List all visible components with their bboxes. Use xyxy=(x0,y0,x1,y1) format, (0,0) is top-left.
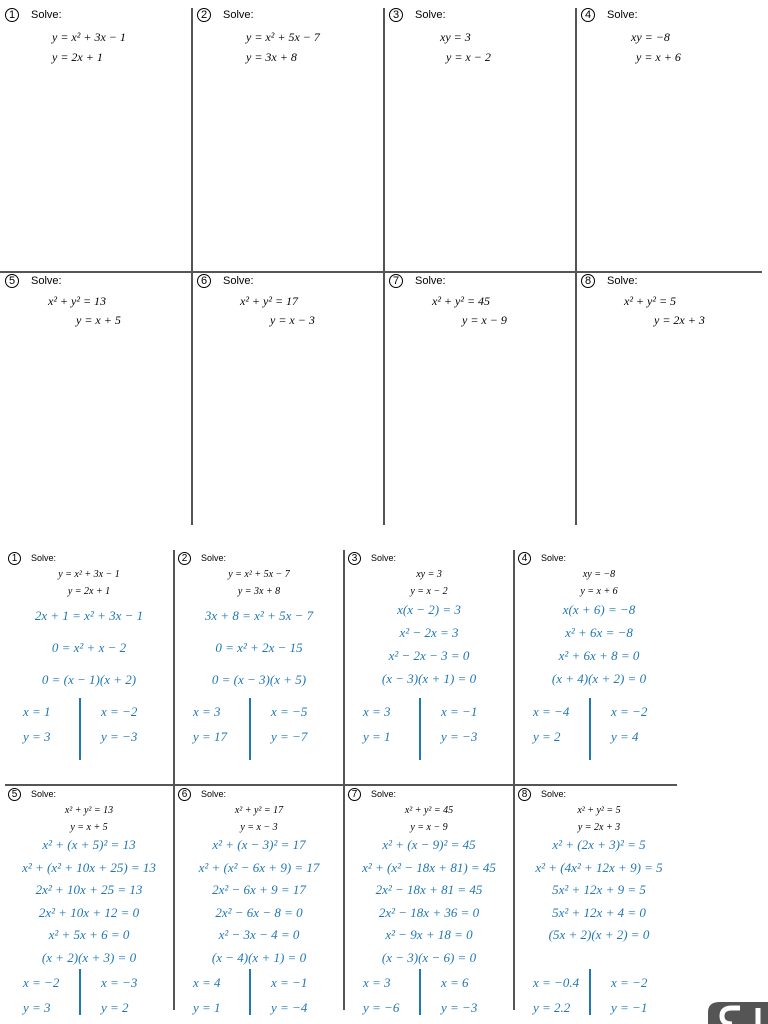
solve-label: Solve: xyxy=(201,553,227,563)
working-step: (x + 2)(x + 3) = 0 xyxy=(41,949,137,965)
working-step: x(x + 6) = −8 xyxy=(562,602,636,617)
solution-y1: y = 1 xyxy=(363,729,391,744)
working-step: 2x² − 18x + 36 = 0 xyxy=(378,904,480,920)
equation: y = x² + 3x − 1 xyxy=(52,30,126,44)
solve-label: Solve: xyxy=(371,789,397,799)
working-step: x² + (x − 3)² = 17 xyxy=(212,837,306,852)
equation: x² + y² = 13 xyxy=(64,805,114,816)
solution-divider xyxy=(419,698,421,760)
solution-x1: x = 4 xyxy=(193,975,221,990)
question-number: 4 xyxy=(581,8,595,22)
working-step: 2x² + 10x + 12 = 0 xyxy=(38,904,140,920)
solve-label: Solve: xyxy=(607,9,638,21)
equation: y = x − 3 xyxy=(270,313,315,327)
working-step: 0 = x² + 2x − 15 xyxy=(215,640,303,655)
solution-y2: y = −3 xyxy=(441,729,478,744)
equation: x² + y² = 5 xyxy=(577,805,621,816)
equation: xy = 3 xyxy=(440,30,471,44)
solution-divider xyxy=(419,969,421,1015)
working-step: 0 = (x − 1)(x + 2) xyxy=(41,672,137,687)
solve-label: Solve: xyxy=(541,553,567,563)
question-number: 7 xyxy=(348,788,361,801)
equation: y = 2x + 1 xyxy=(67,586,111,597)
working-step: x² + (x + 5)² = 13 xyxy=(42,837,136,852)
equation: y = x + 5 xyxy=(76,313,121,327)
solution-y2: y = −7 xyxy=(271,729,308,744)
equation: y = x − 2 xyxy=(446,50,491,64)
solution-x1: x = −0.4 xyxy=(533,975,580,990)
question-number: 5 xyxy=(8,788,21,801)
solution-y2: y = −3 xyxy=(441,1000,478,1015)
equation: x² + y² = 45 xyxy=(432,294,491,308)
working-step: 2x² + 10x + 25 = 13 xyxy=(35,882,143,897)
solution-x1: x = 3 xyxy=(363,975,391,990)
equation: y = 2x + 3 xyxy=(654,313,705,327)
solution-x1: x = 3 xyxy=(193,704,221,719)
question-number: 2 xyxy=(197,8,211,22)
equation: y = x − 9 xyxy=(462,313,507,327)
equation: y = x + 6 xyxy=(636,50,681,64)
working-step: x² − 9x + 18 = 0 xyxy=(385,927,473,942)
working-step: 2x + 1 = x² + 3x − 1 xyxy=(34,608,144,623)
solution-divider xyxy=(79,969,81,1015)
equation: x² + y² = 13 xyxy=(48,294,107,308)
working-step: (5x + 2)(x + 2) = 0 xyxy=(548,927,650,942)
question-number: 5 xyxy=(5,274,19,288)
working-step: 5x² + 12x + 4 = 0 xyxy=(552,904,646,920)
solve-label: Solve: xyxy=(541,789,567,799)
working-step: x² − 2x = 3 xyxy=(399,625,459,640)
question-number: 1 xyxy=(5,8,19,22)
equation: y = 2x + 3 xyxy=(577,822,621,833)
solution-divider xyxy=(249,969,251,1015)
question-number: 1 xyxy=(8,552,21,565)
question-number: 3 xyxy=(389,8,403,22)
working-step: 0 = (x − 3)(x + 5) xyxy=(211,672,307,687)
working-step: x² + (x² − 6x + 9) = 17 xyxy=(198,859,320,875)
equation: y = x − 2 xyxy=(410,586,448,597)
solution-y1: y = 3 xyxy=(23,729,51,744)
solution-y2: y = 2 xyxy=(101,1000,129,1015)
solution-x2: x = −1 xyxy=(441,704,478,719)
equation: y = x² + 5x − 7 xyxy=(228,569,290,580)
working-step: (x − 3)(x + 1) = 0 xyxy=(381,671,477,686)
solution-x2: x = −5 xyxy=(271,704,308,719)
equation: x² + y² = 17 xyxy=(234,805,284,816)
solution-y1: y = 17 xyxy=(193,729,228,744)
solution-divider xyxy=(249,698,251,760)
solution-y2: y = 4 xyxy=(611,729,639,744)
equation: xy = −8 xyxy=(631,30,670,44)
working-step: x² + (4x² + 12x + 9) = 5 xyxy=(535,859,663,875)
working-step: 0 = x² + x − 2 xyxy=(51,640,127,655)
equation: y = x + 5 xyxy=(70,822,108,833)
solution-y1: y = 1 xyxy=(193,1000,221,1015)
solution-x1: x = 1 xyxy=(23,704,51,719)
working-step: x² + (x² + 10x + 25) = 13 xyxy=(22,859,156,875)
grid-line xyxy=(191,8,193,525)
solution-x1: x = 3 xyxy=(363,704,391,719)
solution-y2: y = −4 xyxy=(271,1000,308,1015)
solution-divider xyxy=(589,698,591,760)
working-step: 5x² + 12x + 9 = 5 xyxy=(552,882,646,897)
solution-divider xyxy=(79,698,81,760)
solve-label: Solve: xyxy=(223,9,254,21)
solution-y2: y = −1 xyxy=(611,1000,648,1015)
working-step: (x − 3)(x − 6) = 0 xyxy=(381,949,477,965)
question-number: 8 xyxy=(518,788,531,801)
solve-label: Solve: xyxy=(415,9,446,21)
question-number: 6 xyxy=(197,274,211,288)
equation: y = x + 6 xyxy=(580,586,618,597)
solution-x2: x = −2 xyxy=(611,975,648,990)
grid-line xyxy=(383,8,385,525)
solve-label: Solve: xyxy=(31,9,62,21)
solution-y1: y = 2 xyxy=(533,729,561,744)
working-step: 3x + 8 = x² + 5x − 7 xyxy=(204,608,314,623)
working-step: x² + (x − 9)² = 45 xyxy=(382,837,476,852)
working-step: x² + 5x + 6 = 0 xyxy=(48,927,130,942)
grid-line xyxy=(0,271,762,273)
equation: x² + y² = 45 xyxy=(404,805,454,816)
solution-y1: y = 3 xyxy=(23,1000,51,1015)
solve-label: Solve: xyxy=(223,275,254,287)
question-number: 2 xyxy=(178,552,191,565)
solve-label: Solve: xyxy=(415,275,446,287)
working-step: x² + (2x + 3)² = 5 xyxy=(552,837,646,852)
solution-y1: y = −6 xyxy=(363,1000,400,1015)
solve-label: Solve: xyxy=(31,789,57,799)
question-number: 6 xyxy=(178,788,191,801)
working-step: 2x² − 18x + 81 = 45 xyxy=(375,882,483,897)
equation: x² + y² = 5 xyxy=(624,294,677,308)
question-number: 3 xyxy=(348,552,361,565)
equation: xy = 3 xyxy=(416,569,442,580)
logo xyxy=(688,994,768,1024)
solve-label: Solve: xyxy=(31,275,62,287)
solution-y1: y = 2.2 xyxy=(533,1000,571,1015)
working-step: x² − 2x − 3 = 0 xyxy=(388,648,470,663)
equation: y = 2x + 1 xyxy=(52,50,103,64)
solution-x2: x = −3 xyxy=(101,975,138,990)
solve-label: Solve: xyxy=(201,789,227,799)
solution-x2: x = −2 xyxy=(101,704,138,719)
working-step: x² + 6x + 8 = 0 xyxy=(558,648,640,663)
working-step: x² + (x² − 18x + 81) = 45 xyxy=(362,859,496,875)
solution-x1: x = −2 xyxy=(23,975,60,990)
solve-label: Solve: xyxy=(607,275,638,287)
working-step: 2x² − 6x + 9 = 17 xyxy=(212,882,306,897)
working-step: x(x − 2) = 3 xyxy=(397,602,461,617)
solution-x2: x = 6 xyxy=(441,975,469,990)
working-step: x² − 3x − 4 = 0 xyxy=(218,927,300,942)
working-step: x² + 6x = −8 xyxy=(565,625,633,640)
equation: y = x − 3 xyxy=(240,822,278,833)
working-step: (x + 4)(x + 2) = 0 xyxy=(551,671,647,686)
solve-label: Solve: xyxy=(31,553,57,563)
solution-x2: x = −1 xyxy=(271,975,308,990)
grid-line xyxy=(575,8,577,525)
working-step: 2x² − 6x − 8 = 0 xyxy=(215,904,303,920)
question-number: 8 xyxy=(581,274,595,288)
grid-line xyxy=(5,784,677,786)
equation: y = 3x + 8 xyxy=(237,586,281,597)
equation: xy = −8 xyxy=(582,569,616,580)
equation: y = x² + 5x − 7 xyxy=(246,30,320,44)
working-step: (x − 4)(x + 1) = 0 xyxy=(211,949,307,965)
solve-label: Solve: xyxy=(371,553,397,563)
question-number: 7 xyxy=(389,274,403,288)
equation: x² + y² = 17 xyxy=(240,294,299,308)
question-number: 4 xyxy=(518,552,531,565)
solution-divider xyxy=(589,969,591,1015)
solution-x2: x = −2 xyxy=(611,704,648,719)
equation: y = 3x + 8 xyxy=(246,50,297,64)
solution-x1: x = −4 xyxy=(533,704,570,719)
equation: y = x² + 3x − 1 xyxy=(58,569,120,580)
solution-y2: y = −3 xyxy=(101,729,138,744)
equation: y = x − 9 xyxy=(410,822,448,833)
